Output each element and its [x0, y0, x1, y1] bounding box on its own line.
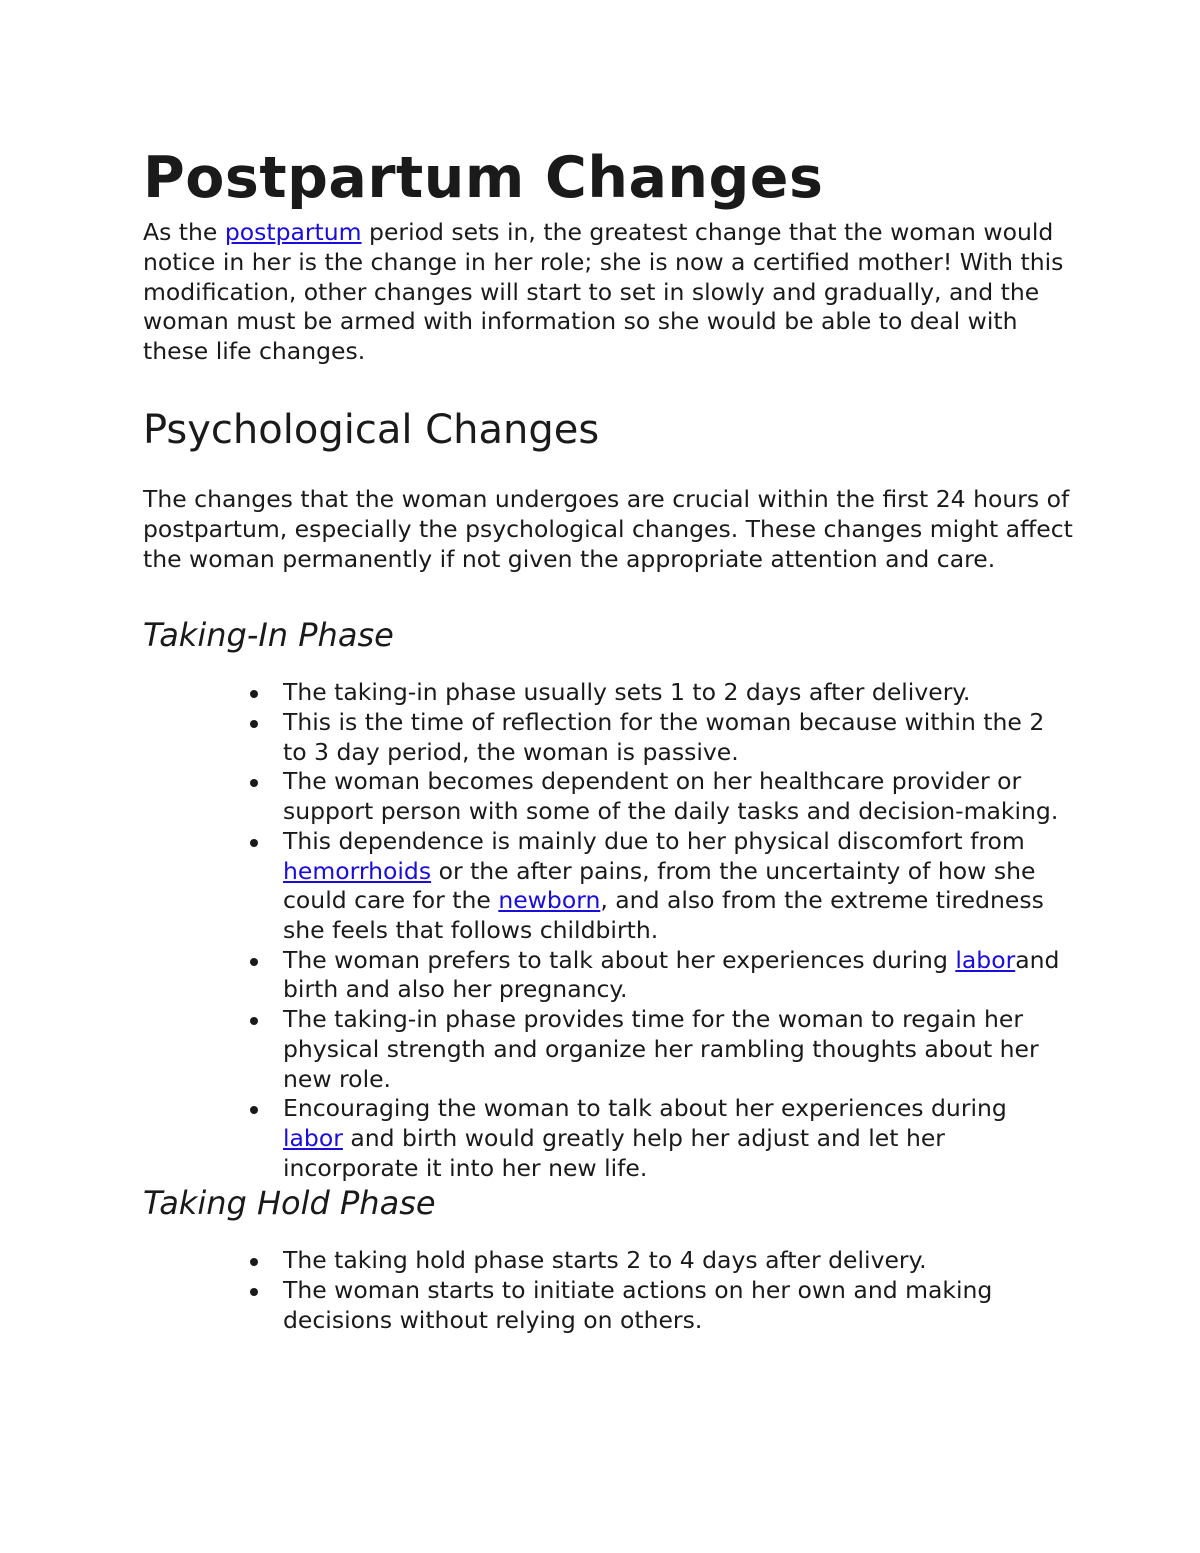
postpartum-link[interactable]: postpartum [224, 218, 362, 246]
psychological-changes-heading: Psychological Changes [143, 406, 600, 453]
intro-text-end: period sets in, the greatest change that the woman would notice in her is the change in her role; she is now a certified mother! With this modification, other changes will start to set in slowly and gradually, and the woman must be armed with information so she would be able to deal with these life changes. [143, 218, 1064, 366]
list-item [283, 1246, 1073, 1276]
taking-hold-list [143, 1246, 1073, 1335]
newborn-link[interactable]: newborn [498, 886, 601, 915]
bullet-icon [250, 839, 258, 847]
labor-link[interactable]: labor [283, 1123, 343, 1152]
bullet-icon [250, 690, 258, 698]
bullet-icon [250, 720, 258, 728]
list-item-text: The woman prefers to talk about her experiences during [283, 945, 956, 974]
labor-link[interactable]: labor [955, 945, 1016, 974]
bullet-icon [250, 1017, 258, 1025]
list-item-text: The taking hold phase starts 2 to 4 days after delivery. [283, 1246, 927, 1275]
list-item-text: Encouraging the woman to talk about her experiences during [283, 1094, 1007, 1123]
list-item [283, 678, 1073, 708]
hemorrhoids-link[interactable]: hemorrhoids [283, 856, 432, 885]
list-item-text: and birth would greatly help her adjust and let her incorporate it into her new life. [283, 1123, 945, 1182]
taking-in-phase-heading: Taking-In Phase [143, 616, 394, 655]
bullet-icon [250, 1288, 258, 1296]
list-item [283, 1094, 1073, 1183]
list-item [283, 708, 1073, 767]
list-item-text: or the after pains, from the uncertainty of how she could care for the [283, 856, 1036, 915]
psychological-changes-paragraph: The changes that the woman undergoes are crucial within the first 24 hours of postpartum, especially the psychological changes. These changes might affect the woman permanently if not given the appropriate attention and care. [143, 484, 1073, 573]
list-item [283, 1276, 1073, 1335]
bullet-icon [250, 958, 258, 966]
list-item-text: and birth and also her pregnancy. [283, 945, 1060, 1004]
list-item-text: The taking-in phase usually sets 1 to 2 days after delivery. [283, 678, 971, 707]
page-title: Postpartum Changes [143, 145, 824, 211]
list-item-text: This is the time of reflection for the woman because within the 2 to 3 day period, the woman is passive. [283, 708, 1045, 766]
list-item-text: This dependence is mainly due to her physical discomfort from [283, 826, 1025, 855]
bullet-icon [250, 779, 258, 787]
list-item [283, 827, 1073, 946]
list-item-text: The woman starts to initiate actions on her own and making decisions without relying on others. [283, 1276, 993, 1334]
bullet-icon [250, 1258, 258, 1266]
taking-hold-phase-heading: Taking Hold Phase [143, 1184, 436, 1223]
list-item-text: The woman becomes dependent on her healthcare provider or support person with some of the daily tasks and decision-making. [283, 767, 1059, 826]
list-item [283, 946, 1073, 1005]
taking-in-list [143, 678, 1073, 1183]
intro-paragraph [143, 218, 1073, 367]
intro-text-start: As the [143, 218, 225, 246]
list-item [283, 767, 1073, 826]
bullet-icon [250, 1106, 258, 1114]
document-page [143, 138, 1073, 1335]
list-item [283, 1005, 1073, 1094]
list-item-text: , and also from the extreme tiredness she feels that follows childbirth. [283, 886, 1044, 944]
list-item-text: The taking-in phase provides time for the woman to regain her physical strength and organize her rambling thoughts about her new role. [283, 1005, 1039, 1093]
